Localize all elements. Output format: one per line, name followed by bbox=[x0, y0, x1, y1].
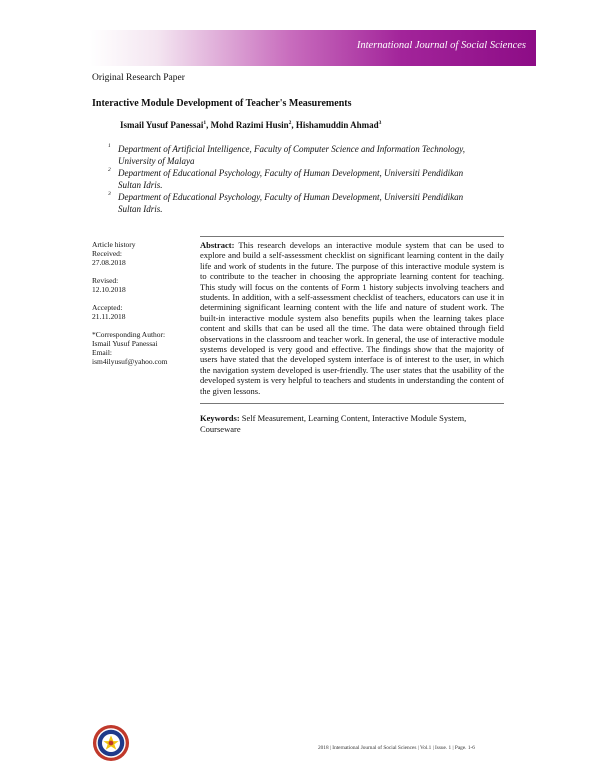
author-sup: 3 bbox=[378, 120, 382, 126]
author-name: Mohd Razimi Husin bbox=[210, 120, 289, 130]
keywords-text: Self Measurement, Learning Content, Interactive Module System, Courseware bbox=[200, 413, 467, 434]
revised-label: Revised: bbox=[92, 276, 119, 285]
author-sup: 1 bbox=[203, 120, 207, 126]
corresponding-name: Ismail Yusuf Panessai bbox=[92, 339, 158, 348]
received-date: 27.08.2018 bbox=[92, 258, 126, 267]
keywords-label: Keywords: bbox=[200, 413, 240, 424]
affiliation-text: Department of Artificial Intelligence, Faculty of Computer Science and Information Technology, University of Malaya bbox=[118, 144, 465, 166]
article-history bbox=[92, 240, 192, 366]
affiliation-list bbox=[108, 144, 470, 216]
abstract-text: This research develops an interactive module system that can be used to explore and build a self-assessment checklist on significant learning content in the daily life and work of students in the future. The purpose of this interactive module system is to contribute to the teacher in choosing the appropriate learning content for teaching. This study will focus on the contents of Form 1 history subjects involving teachers and students. In addition, with a self-assessment checklist of teachers, educators can use it in determining significant learning content with the life and nature of student work. The built-in interactive module system also benefits pupils when the learning takes place content and skills that can be used all the time. The data were obtained through field observations in the classroom and teacher work. In general, the use of interactive module systems developed is very good and effective. The findings show that the majority of users have stated that the developed system interface is of interest to the user, in which the navigation system developed is user-friendly. The user states that the usability of the developed system is very helpful to teachers and students in understanding the content of the given lessons. bbox=[200, 240, 504, 396]
email-link[interactable]: ism4ilyusuf@yahoo.com bbox=[92, 357, 168, 366]
journal-title: International Journal of Social Sciences bbox=[356, 40, 526, 51]
affiliation-item bbox=[108, 144, 470, 167]
paper-title: Interactive Module Development of Teacher's Measurements bbox=[92, 98, 352, 109]
author-sup: 2 bbox=[288, 120, 292, 126]
author-name: Hishamuddin Ahmad bbox=[295, 120, 379, 130]
keywords-section bbox=[200, 403, 504, 434]
university-seal-icon bbox=[92, 724, 130, 762]
affiliation-text: Department of Educational Psychology, Faculty of Human Development, Universiti Pendidikan Sultan Idris. bbox=[118, 192, 464, 214]
corresponding-label: *Corresponding Author: bbox=[92, 330, 166, 339]
abstract-label: Abstract: bbox=[200, 240, 235, 250]
revised-date: 12.10.2018 bbox=[92, 285, 126, 294]
received-label: Received: bbox=[92, 249, 122, 258]
journal-banner bbox=[90, 30, 536, 66]
abstract bbox=[200, 240, 504, 403]
author-name: Ismail Yusuf Panessai bbox=[120, 120, 204, 130]
affiliation-sup: 3 bbox=[108, 191, 111, 197]
paper-type-label: Original Research Paper bbox=[92, 73, 185, 83]
keywords bbox=[200, 413, 504, 434]
abstract-section bbox=[200, 236, 504, 434]
author-list: Ismail Yusuf Panessai$^1$, Mohd Razimi Husin$^2$, Hishamuddin Ahmad$^3$ bbox=[120, 120, 382, 130]
affiliation-text: Department of Educational Psychology, Faculty of Human Development, Universiti Pendidikan Sultan Idris. bbox=[118, 168, 464, 190]
accepted-label: Accepted: bbox=[92, 303, 123, 312]
email-label: Email: bbox=[92, 348, 112, 357]
affiliation-item bbox=[108, 192, 470, 215]
affiliation-item bbox=[108, 168, 470, 191]
affiliation-sup: 2 bbox=[108, 167, 111, 173]
accepted-date: 21.11.2018 bbox=[92, 312, 126, 321]
history-label: Article history bbox=[92, 240, 136, 249]
page-footer: 2018 | International Journal of Social Sciences | Vol.1 | Issue. 1 | Page. 1-6 bbox=[318, 745, 475, 751]
affiliation-sup: 1 bbox=[108, 143, 111, 149]
